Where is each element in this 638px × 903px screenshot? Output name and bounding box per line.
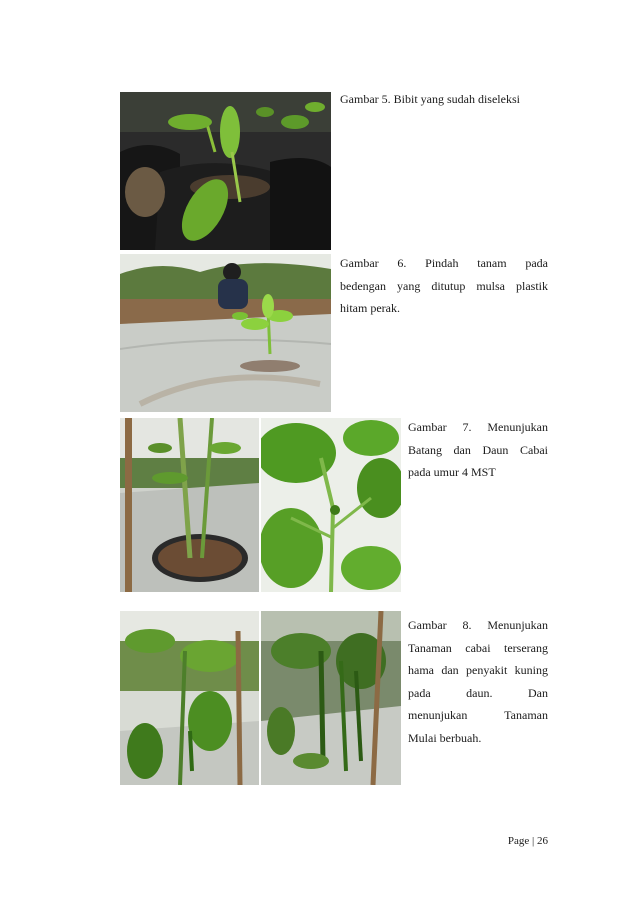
page-number: Page | 26 — [507, 835, 548, 847]
figure-8-photo-fruiting-plant — [261, 611, 401, 785]
figure-8-caption — [408, 614, 548, 749]
figure-5-photo-seedlings — [120, 92, 331, 250]
figure-7-caption-line: Gambar 7. Menunjukan — [408, 420, 548, 434]
figure-8-caption-line: pada daun. Dan — [408, 685, 548, 700]
figure-6-caption-line: hitam perak. — [340, 301, 400, 315]
figure-6-caption-line: bedengan yang ditutup mulsa plastik — [340, 278, 548, 293]
figure-8-caption-line: Mulai berbuah. — [408, 730, 482, 745]
figure-8-photo-diseased-plant — [120, 611, 259, 785]
figure-6-caption — [340, 252, 548, 320]
figure-8-caption-line: Gambar 8. Menunjukan — [408, 618, 548, 632]
figure-5-caption — [340, 88, 550, 111]
figure-5-caption-line: Gambar 5. Bibit yang sudah diseleksi — [340, 92, 520, 106]
figure-6-photo-transplanting — [120, 254, 331, 412]
figure-8-caption-line: hama dan penyakit kuning — [408, 663, 548, 677]
figure-7-caption-line: pada umur 4 MST — [408, 465, 496, 479]
figure-7-photo-stem — [120, 418, 259, 592]
figure-8-caption-line: Tanaman cabai terserang — [408, 640, 548, 655]
figure-7-photo-leaves — [261, 418, 401, 592]
figure-7-caption-line: Batang dan Daun Cabai — [408, 442, 548, 457]
figure-6-caption-line: Gambar 6. Pindah tanam pada — [340, 256, 548, 270]
figure-7-caption — [408, 416, 548, 484]
figure-8-caption-line: menunjukan Tanaman — [408, 708, 548, 722]
